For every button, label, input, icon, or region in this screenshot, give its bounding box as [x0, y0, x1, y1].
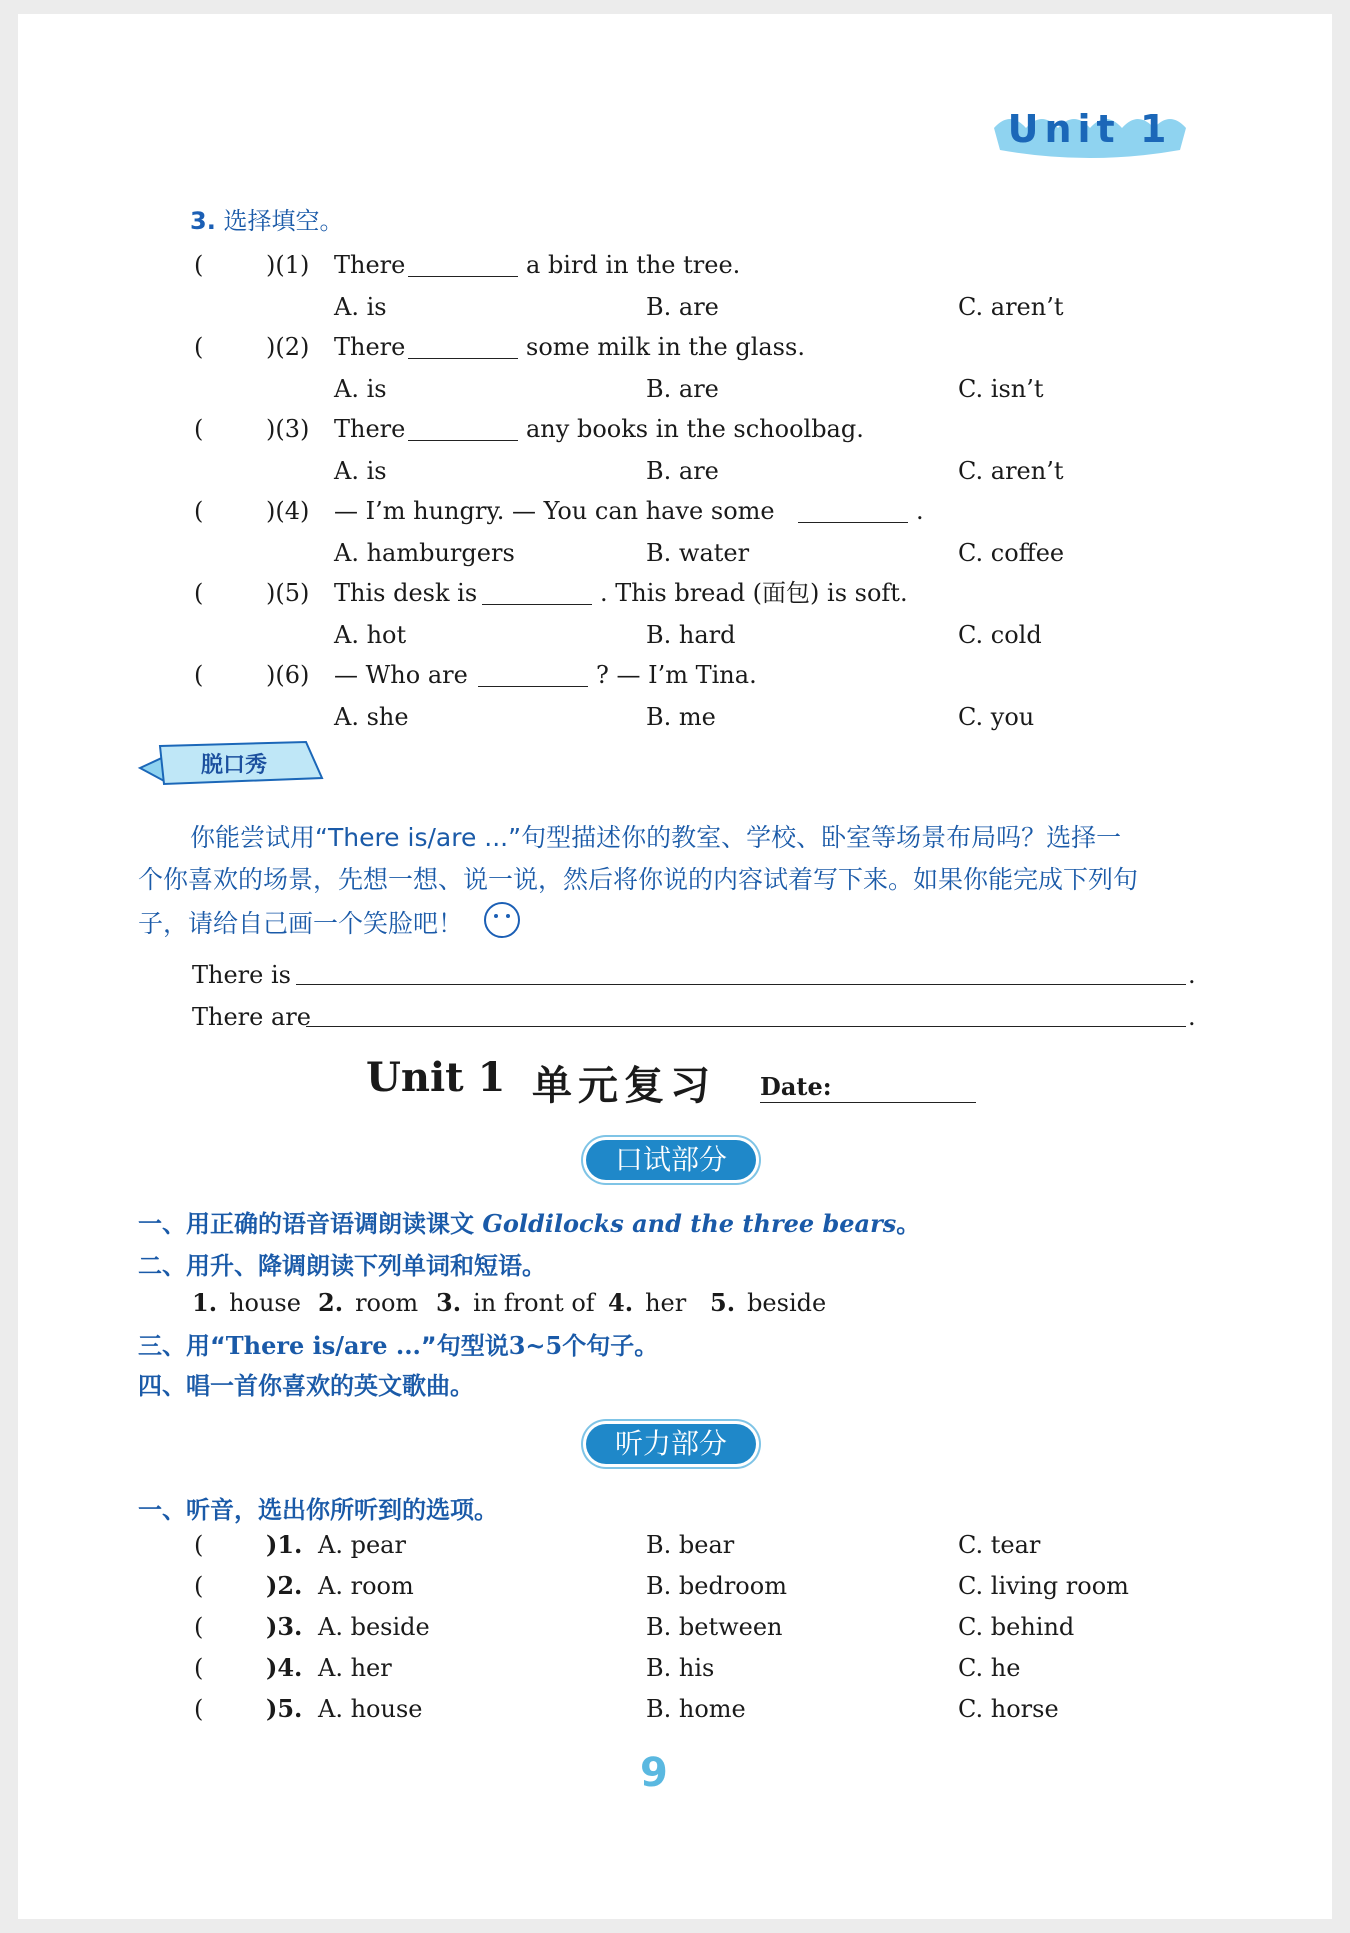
review-unit-label: Unit 1	[366, 1054, 506, 1101]
there-are-period: .	[1188, 1003, 1196, 1031]
option-c[interactable]: C. cold	[958, 621, 1042, 649]
option-b[interactable]: B. are	[646, 293, 719, 321]
option-b[interactable]: B. hard	[646, 621, 736, 649]
option-a[interactable]: A. is	[334, 375, 387, 403]
oral-q3	[138, 1326, 658, 1361]
oral-q3-part-c: 个句子。	[562, 1332, 659, 1360]
oral-q1	[138, 1204, 920, 1239]
ex3-number: 3.	[190, 207, 216, 235]
option-c[interactable]: C. living room	[958, 1572, 1129, 1600]
there-are-label: There are	[192, 1003, 311, 1031]
listening-section-pill: 听力部分	[586, 1424, 756, 1464]
question-number: )2.	[266, 1571, 303, 1600]
answer-paren-open: (	[194, 1695, 204, 1723]
listen-q1: 一、听音，选出你所听到的选项。	[138, 1496, 498, 1524]
question-rest: . This bread (面包) is soft.	[600, 579, 908, 607]
option-b[interactable]: B. home	[646, 1695, 746, 1723]
answer-slot[interactable]	[212, 1655, 264, 1681]
answer-paren-open: (	[194, 415, 204, 443]
question-number: )5.	[266, 1694, 303, 1723]
question-stem: There	[334, 333, 406, 361]
fill-blank[interactable]	[798, 522, 908, 523]
oral-word-text: her	[645, 1289, 687, 1317]
oral-word-number: 4.	[608, 1288, 634, 1317]
talk-tag-text: 脱口秀	[200, 753, 268, 778]
option-a[interactable]: A. room	[318, 1572, 414, 1600]
option-b[interactable]: B. are	[646, 457, 719, 485]
option-a[interactable]: A. her	[318, 1654, 392, 1682]
talk-paragraph-line-2: 个你喜欢的场景，先想一想、说一说，然后将你说的内容试着写下来。如果你能完成下列句	[138, 865, 1139, 894]
fill-blank[interactable]	[408, 440, 518, 441]
answer-slot[interactable]	[212, 1696, 264, 1722]
option-a[interactable]: A. beside	[318, 1613, 430, 1641]
answer-paren-open: (	[194, 1654, 204, 1682]
oral-q3-part-a: 三、用“	[138, 1332, 226, 1360]
ex3-title: 选择填空。	[223, 207, 344, 235]
question-number: )(5)	[266, 579, 310, 607]
oral-q3-part-b: ”句型说	[420, 1332, 509, 1360]
there-is-period: .	[1188, 961, 1196, 989]
answer-paren-open: (	[194, 251, 204, 279]
answer-paren-open: (	[194, 1531, 204, 1559]
talk-paragraph-line-3: 子，请给自己画一个笑脸吧！	[138, 909, 464, 938]
option-b[interactable]: B. his	[646, 1654, 715, 1682]
answer-paren-open: (	[194, 1572, 204, 1600]
oral-word-text: house	[229, 1289, 301, 1317]
question-rest: any books in the schoolbag.	[526, 415, 864, 443]
option-b[interactable]: B. bedroom	[646, 1572, 787, 1600]
oral-q2: 二、用升、降调朗读下列单词和短语。	[138, 1252, 546, 1280]
question-number: )1.	[266, 1530, 303, 1559]
question-number: )(4)	[266, 497, 310, 525]
answer-paren-open: (	[194, 497, 204, 525]
option-a[interactable]: A. is	[334, 457, 387, 485]
oral-word-number: 2.	[318, 1288, 344, 1317]
option-c[interactable]: C. aren’t	[958, 457, 1064, 485]
oral-q1-end: 。	[896, 1210, 921, 1238]
answer-slot[interactable]	[212, 580, 264, 606]
option-c[interactable]: C. horse	[958, 1695, 1059, 1723]
review-title: 单元复习	[532, 1062, 716, 1109]
oral-word-text: in front of	[473, 1289, 595, 1317]
question-stem: There	[334, 251, 406, 279]
question-stem: This desk is	[334, 579, 478, 607]
answer-paren-open: (	[194, 333, 204, 361]
fill-blank[interactable]	[478, 686, 588, 687]
answer-slot[interactable]	[212, 1614, 264, 1640]
write-line-there-are	[192, 1002, 311, 1032]
oral-q3-pattern: There is/are ...	[225, 1331, 421, 1360]
oral-word-item	[318, 1288, 418, 1318]
question-number: )(2)	[266, 333, 310, 361]
oral-word-text: room	[355, 1289, 419, 1317]
question-rest: some milk in the glass.	[526, 333, 805, 361]
answer-slot[interactable]	[212, 334, 264, 360]
oral-word-number: 1.	[192, 1288, 218, 1317]
write-line-there-is	[192, 960, 291, 990]
option-a[interactable]: A. house	[318, 1695, 423, 1723]
option-a[interactable]: A. hot	[334, 621, 407, 649]
question-stem: — I’m hungry. — You can have some	[334, 497, 775, 525]
unit-badge	[990, 100, 1190, 164]
question-stem: — Who are	[334, 661, 468, 689]
option-c[interactable]: C. tear	[958, 1531, 1041, 1559]
there-is-blank[interactable]	[296, 984, 1186, 985]
oral-word-number: 3.	[436, 1288, 462, 1317]
date-label: Date:	[760, 1072, 832, 1101]
oral-word-number: 5.	[710, 1288, 736, 1317]
option-a[interactable]: A. pear	[318, 1531, 406, 1559]
option-b[interactable]: B. are	[646, 375, 719, 403]
question-stem: There	[334, 415, 406, 443]
there-is-label: There is	[192, 961, 291, 989]
fill-blank[interactable]	[482, 604, 592, 605]
smiley-icon	[482, 900, 522, 940]
option-c[interactable]: C. coffee	[958, 539, 1065, 567]
question-rest: a bird in the tree.	[526, 251, 741, 279]
option-a[interactable]: A. hamburgers	[334, 539, 515, 567]
option-c[interactable]: C. you	[958, 703, 1035, 731]
option-c[interactable]: C. behind	[958, 1613, 1075, 1641]
option-b[interactable]: B. bear	[646, 1531, 735, 1559]
talk-show-tag	[136, 738, 326, 792]
answer-paren-open: (	[194, 579, 204, 607]
question-number: )(1)	[266, 251, 310, 279]
answer-paren-open: (	[194, 661, 204, 689]
question-number: )(3)	[266, 415, 310, 443]
oral-q1-text: 一、用正确的语音语调朗读课文	[138, 1210, 474, 1238]
oral-section-pill: 口试部分	[586, 1140, 756, 1180]
answer-paren-open: (	[194, 1613, 204, 1641]
oral-word-item	[192, 1288, 301, 1318]
option-a[interactable]: A. is	[334, 293, 387, 321]
option-a[interactable]: A. she	[334, 703, 409, 731]
question-rest: ? — I’m Tina.	[596, 661, 757, 689]
option-c[interactable]: C. aren’t	[958, 293, 1064, 321]
oral-q4: 四、唱一首你喜欢的英文歌曲。	[138, 1372, 474, 1400]
fill-blank[interactable]	[408, 358, 518, 359]
question-number: )(6)	[266, 661, 310, 689]
oral-word-item	[436, 1288, 595, 1318]
answer-slot[interactable]	[212, 1573, 264, 1599]
oral-word-item	[710, 1288, 826, 1318]
question-number: )4.	[266, 1653, 303, 1682]
option-c[interactable]: C. isn’t	[958, 375, 1044, 403]
oral-q1-title: Goldilocks and the three bears	[482, 1209, 897, 1238]
talk-paragraph-line-1: 你能尝试用“There is/are ...”句型描述你的教室、学校、卧室等场景布局吗？选择一	[190, 823, 1122, 852]
option-b[interactable]: B. water	[646, 539, 750, 567]
there-are-blank[interactable]	[306, 1026, 1186, 1027]
oral-q3-number: 3~5	[508, 1331, 563, 1360]
fill-blank[interactable]	[408, 276, 518, 277]
answer-slot[interactable]	[212, 1532, 264, 1558]
date-blank[interactable]	[760, 1102, 976, 1103]
question-rest: .	[916, 497, 924, 525]
ex3-heading	[190, 206, 343, 236]
answer-slot[interactable]	[212, 252, 264, 278]
option-c[interactable]: C. he	[958, 1654, 1021, 1682]
oral-word-item	[608, 1288, 686, 1318]
unit-badge-text: Unit 1	[1007, 107, 1173, 151]
option-b[interactable]: B. between	[646, 1613, 783, 1641]
page-number: 9	[640, 1750, 668, 1796]
answer-slot[interactable]	[212, 662, 264, 688]
option-b[interactable]: B. me	[646, 703, 716, 731]
answer-slot[interactable]	[212, 498, 264, 524]
oral-word-text: beside	[747, 1289, 827, 1317]
question-number: )3.	[266, 1612, 303, 1641]
answer-slot[interactable]	[212, 416, 264, 442]
